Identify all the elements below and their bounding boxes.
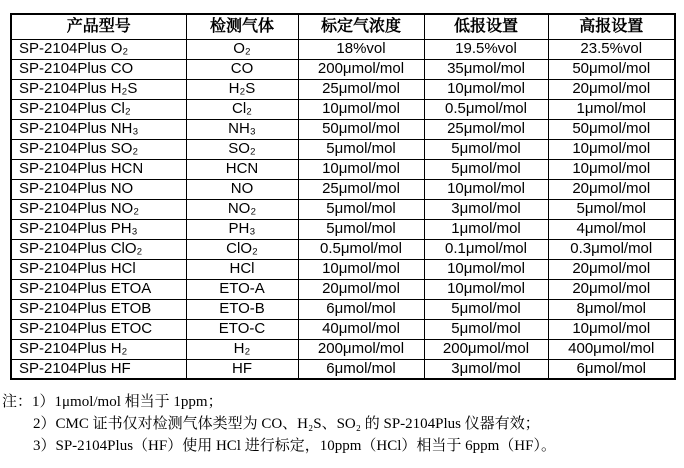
gas-value-cell: 4μmol/mol [548, 219, 675, 239]
table-row [11, 199, 675, 219]
gas-value-cell: 5μmol/mol [424, 159, 548, 179]
product-model-cell: SP-2104Plus H₂ [11, 339, 186, 359]
table-row [11, 159, 675, 179]
product-model-cell: SP-2104Plus PH₃ [11, 219, 186, 239]
product-model-cell: SP-2104Plus H₂S [11, 79, 186, 99]
gas-value-cell: 6μmol/mol [548, 359, 675, 379]
product-model-cell: SP-2104Plus NO [11, 179, 186, 199]
gas-value-cell: 23.5%vol [548, 39, 675, 59]
gas-value-cell: 50μmol/mol [298, 119, 424, 139]
product-model-cell: SP-2104Plus HCl [11, 259, 186, 279]
product-model-cell: SP-2104Plus HCN [11, 159, 186, 179]
gas-value-cell: 1μmol/mol [548, 99, 675, 119]
gas-value-cell: 50μmol/mol [548, 119, 675, 139]
gas-value-cell: H₂ [186, 339, 298, 359]
gas-value-cell: 0.3μmol/mol [548, 239, 675, 259]
gas-value-cell: 200μmol/mol [298, 339, 424, 359]
gas-value-cell: 0.5μmol/mol [298, 239, 424, 259]
gas-value-cell: 5μmol/mol [548, 199, 675, 219]
gas-value-cell: ETO-C [186, 319, 298, 339]
product-model-cell: SP-2104Plus NH₃ [11, 119, 186, 139]
gas-value-cell: 10μmol/mol [424, 259, 548, 279]
gas-value-cell: 40μmol/mol [298, 319, 424, 339]
note-line [2, 391, 556, 413]
header-detected-gas: 检测气体 [186, 14, 298, 39]
notes-section [2, 391, 556, 457]
gas-value-cell: 25μmol/mol [298, 179, 424, 199]
product-model-cell: SP-2104Plus ETOC [11, 319, 186, 339]
header-high-alarm-setting: 高报设置 [548, 14, 675, 39]
table-row [11, 219, 675, 239]
table-row [11, 119, 675, 139]
gas-value-cell: 10μmol/mol [548, 159, 675, 179]
gas-value-cell: 5μmol/mol [298, 199, 424, 219]
gas-value-cell: 5μmol/mol [298, 219, 424, 239]
table-row [11, 239, 675, 259]
gas-value-cell: HCl [186, 259, 298, 279]
gas-value-cell: 200μmol/mol [424, 339, 548, 359]
gas-value-cell: 1μmol/mol [424, 219, 548, 239]
product-model-cell: SP-2104Plus ETOA [11, 279, 186, 299]
gas-value-cell: 20μmol/mol [298, 279, 424, 299]
gas-value-cell: 0.1μmol/mol [424, 239, 548, 259]
gas-value-cell: 0.5μmol/mol [424, 99, 548, 119]
gas-value-cell: 19.5%vol [424, 39, 548, 59]
header-low-alarm-setting: 低报设置 [424, 14, 548, 39]
gas-value-cell: SO₂ [186, 139, 298, 159]
table-row [11, 179, 675, 199]
table-header-row [11, 14, 675, 39]
table-row [11, 59, 675, 79]
gas-value-cell: 200μmol/mol [298, 59, 424, 79]
gas-value-cell: 10μmol/mol [298, 159, 424, 179]
gas-value-cell: NO [186, 179, 298, 199]
table-row [11, 79, 675, 99]
gas-value-cell: Cl₂ [186, 99, 298, 119]
gas-value-cell: 10μmol/mol [298, 99, 424, 119]
gas-value-cell: 25μmol/mol [424, 119, 548, 139]
gas-value-cell: ETO-A [186, 279, 298, 299]
gas-value-cell: 35μmol/mol [424, 59, 548, 79]
product-model-cell: SP-2104Plus Cl₂ [11, 99, 186, 119]
gas-table-body [11, 39, 675, 379]
note-item: 3）SP-2104Plus（HF）使用 HCl 进行标定，10ppm（HCl）相当于 6ppm（HF）。 [33, 438, 556, 454]
table-row [11, 99, 675, 119]
gas-value-cell: 6μmol/mol [298, 359, 424, 379]
gas-value-cell: PH₃ [186, 219, 298, 239]
product-model-cell: SP-2104Plus NO₂ [11, 199, 186, 219]
gas-value-cell: 10μmol/mol [424, 79, 548, 99]
gas-value-cell: 3μmol/mol [424, 359, 548, 379]
gas-value-cell: 5μmol/mol [424, 319, 548, 339]
gas-value-cell: ClO₂ [186, 239, 298, 259]
product-model-cell: SP-2104Plus ClO₂ [11, 239, 186, 259]
table-row [11, 279, 675, 299]
gas-value-cell: 5μmol/mol [424, 299, 548, 319]
product-model-cell: SP-2104Plus O₂ [11, 39, 186, 59]
note-item: 2）CMC 证书仅对检测气体类型为 CO、H₂S、SO₂ 的 SP-2104Plus 仪器有效； [33, 416, 540, 432]
gas-value-cell: 8μmol/mol [548, 299, 675, 319]
gas-value-cell: 20μmol/mol [548, 179, 675, 199]
product-model-cell: SP-2104Plus HF [11, 359, 186, 379]
gas-spec-table [10, 13, 676, 380]
gas-value-cell: 5μmol/mol [424, 139, 548, 159]
header-calibration-gas-concentration: 标定气浓度 [298, 14, 424, 39]
gas-value-cell: 400μmol/mol [548, 339, 675, 359]
gas-value-cell: 18%vol [298, 39, 424, 59]
gas-value-cell: 10μmol/mol [548, 139, 675, 159]
gas-value-cell: 10μmol/mol [548, 319, 675, 339]
gas-value-cell: 3μmol/mol [424, 199, 548, 219]
gas-value-cell: NH₃ [186, 119, 298, 139]
product-model-cell: SP-2104Plus SO₂ [11, 139, 186, 159]
gas-value-cell: 10μmol/mol [298, 259, 424, 279]
product-model-cell: SP-2104Plus CO [11, 59, 186, 79]
gas-value-cell: CO [186, 59, 298, 79]
notes-label: 注： [2, 394, 33, 410]
note-line [2, 413, 556, 435]
table-row [11, 139, 675, 159]
table-row [11, 299, 675, 319]
table-row [11, 339, 675, 359]
table-row [11, 259, 675, 279]
table-row [11, 359, 675, 379]
gas-value-cell: 20μmol/mol [548, 259, 675, 279]
gas-value-cell: 20μmol/mol [548, 79, 675, 99]
header-product-model: 产品型号 [11, 14, 186, 39]
gas-value-cell: 25μmol/mol [298, 79, 424, 99]
gas-value-cell: HCN [186, 159, 298, 179]
note-item: 1）1μmol/mol 相当于 1ppm； [32, 394, 223, 410]
gas-value-cell: 5μmol/mol [298, 139, 424, 159]
gas-value-cell: 10μmol/mol [424, 279, 548, 299]
table-row [11, 39, 675, 59]
note-line [2, 435, 556, 457]
gas-value-cell: O₂ [186, 39, 298, 59]
gas-value-cell: H₂S [186, 79, 298, 99]
gas-value-cell: ETO-B [186, 299, 298, 319]
gas-value-cell: 6μmol/mol [298, 299, 424, 319]
gas-value-cell: HF [186, 359, 298, 379]
gas-value-cell: 50μmol/mol [548, 59, 675, 79]
product-model-cell: SP-2104Plus ETOB [11, 299, 186, 319]
gas-value-cell: 20μmol/mol [548, 279, 675, 299]
gas-value-cell: NO₂ [186, 199, 298, 219]
gas-value-cell: 10μmol/mol [424, 179, 548, 199]
table-row [11, 319, 675, 339]
